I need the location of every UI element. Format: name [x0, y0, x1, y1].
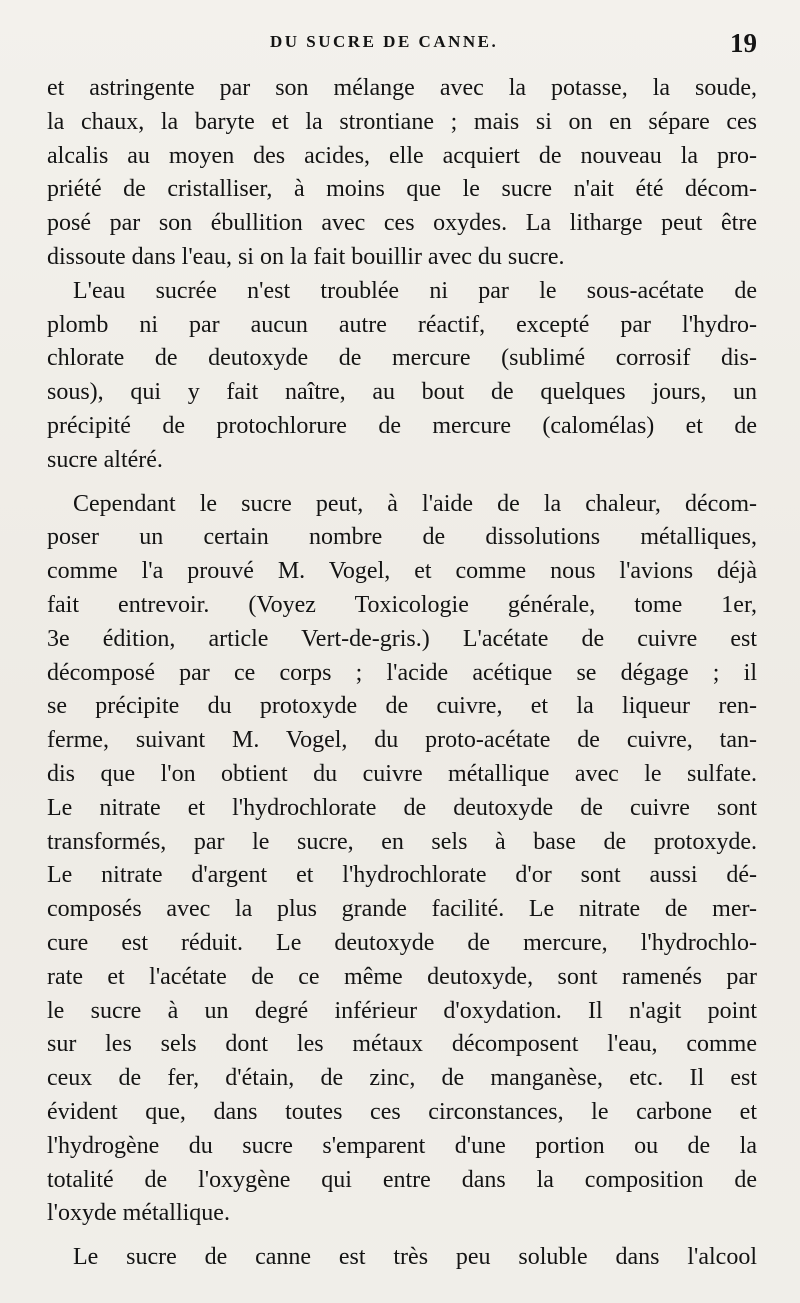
paragraph-1 — [47, 72, 757, 275]
text-line: sucre altéré. — [47, 446, 163, 473]
text-line: la chaux, la baryte et la strontiane ; mais si on en sépare ces — [47, 108, 757, 135]
paragraph-gap — [47, 478, 757, 488]
text-line: comme l'a prouvé M. Vogel, et comme nous l'avions déjà — [47, 558, 757, 585]
text-line: et astringente par son mélange avec la potasse, la soude, — [47, 75, 757, 101]
page-number: 19 — [730, 28, 757, 58]
text-line: posé par son ébullition avec ces oxydes. La litharge peut être — [47, 210, 757, 237]
text-line: transformés, par le sucre, en sels à base de protoxyde. — [47, 828, 757, 855]
running-title: DU SUCRE DE CANNE. — [270, 32, 499, 51]
text-line: ferme, suivant M. Vogel, du proto-acétate de cuivre, tan- — [47, 727, 757, 754]
text-line: l'hydrogène du sucre s'emparent d'une portion ou de la — [47, 1132, 757, 1159]
paragraph-2 — [47, 275, 757, 478]
text-line: le sucre à un degré inférieur d'oxydation. Il n'agit point — [47, 997, 757, 1024]
text-line: ceux de fer, d'étain, de zinc, de manganèse, etc. Il est — [47, 1065, 757, 1092]
text-line: totalité de l'oxygène qui entre dans la composition de — [47, 1166, 757, 1193]
text-line: chlorate de deutoxyde de mercure (sublimé corrosif dis- — [47, 345, 757, 372]
text-line: dissoute dans l'eau, si on la fait bouillir avec du sucre. — [47, 243, 565, 270]
text-line: Cependant le sucre peut, à l'aide de la chaleur, décom- — [73, 490, 757, 517]
body-text — [47, 72, 757, 1275]
paragraph-3 — [47, 488, 757, 1232]
text-line: se précipite du protoxyde de cuivre, et la liqueur ren- — [47, 693, 757, 720]
paragraph-4 — [47, 1241, 757, 1275]
text-line: cure est réduit. Le deutoxyde de mercure, l'hydrochlo- — [47, 929, 757, 956]
text-line: rate et l'acétate de ce même deutoxyde, sont ramenés par — [47, 963, 757, 990]
text-line: Le sucre de canne est très peu soluble dans l'alcool — [73, 1244, 757, 1271]
text-line: l'oxyde métallique. — [47, 1200, 230, 1227]
text-line: évident que, dans toutes ces circonstances, le carbone et — [47, 1098, 757, 1125]
text-line: fait entrevoir. (Voyez Toxicologie générale, tome 1er, — [47, 591, 757, 618]
running-head — [0, 28, 800, 66]
text-line: alcalis au moyen des acides, elle acquiert de nouveau la pro- — [47, 142, 757, 169]
text-line: décomposé par ce corps ; l'acide acétique se dégage ; il — [47, 659, 757, 686]
text-line: précipité de protochlorure de mercure (calomélas) et de — [47, 412, 757, 439]
text-line: priété de cristalliser, à moins que le sucre n'ait été décom- — [47, 176, 757, 203]
paragraph-gap — [47, 1231, 757, 1241]
text-line: plomb ni par aucun autre réactif, excepté par l'hydro- — [47, 311, 757, 338]
text-line: 3e édition, article Vert-de-gris.) L'acétate de cuivre est — [47, 625, 757, 652]
text-line: sous), qui y fait naître, au bout de quelques jours, un — [47, 379, 757, 406]
text-line: sur les sels dont les métaux décomposent l'eau, comme — [47, 1031, 757, 1058]
text-line: dis que l'on obtient du cuivre métallique avec le sulfate. — [47, 760, 757, 787]
text-line: poser un certain nombre de dissolutions métalliques, — [47, 524, 757, 551]
text-line: composés avec la plus grande facilité. Le nitrate de mer- — [47, 896, 757, 923]
text-line: Le nitrate d'argent et l'hydrochlorate d'or sont aussi dé- — [47, 862, 757, 889]
text-line: L'eau sucrée n'est troublée ni par le sous-acétate de — [73, 277, 757, 304]
text-line: Le nitrate et l'hydrochlorate de deutoxyde de cuivre sont — [47, 794, 757, 821]
